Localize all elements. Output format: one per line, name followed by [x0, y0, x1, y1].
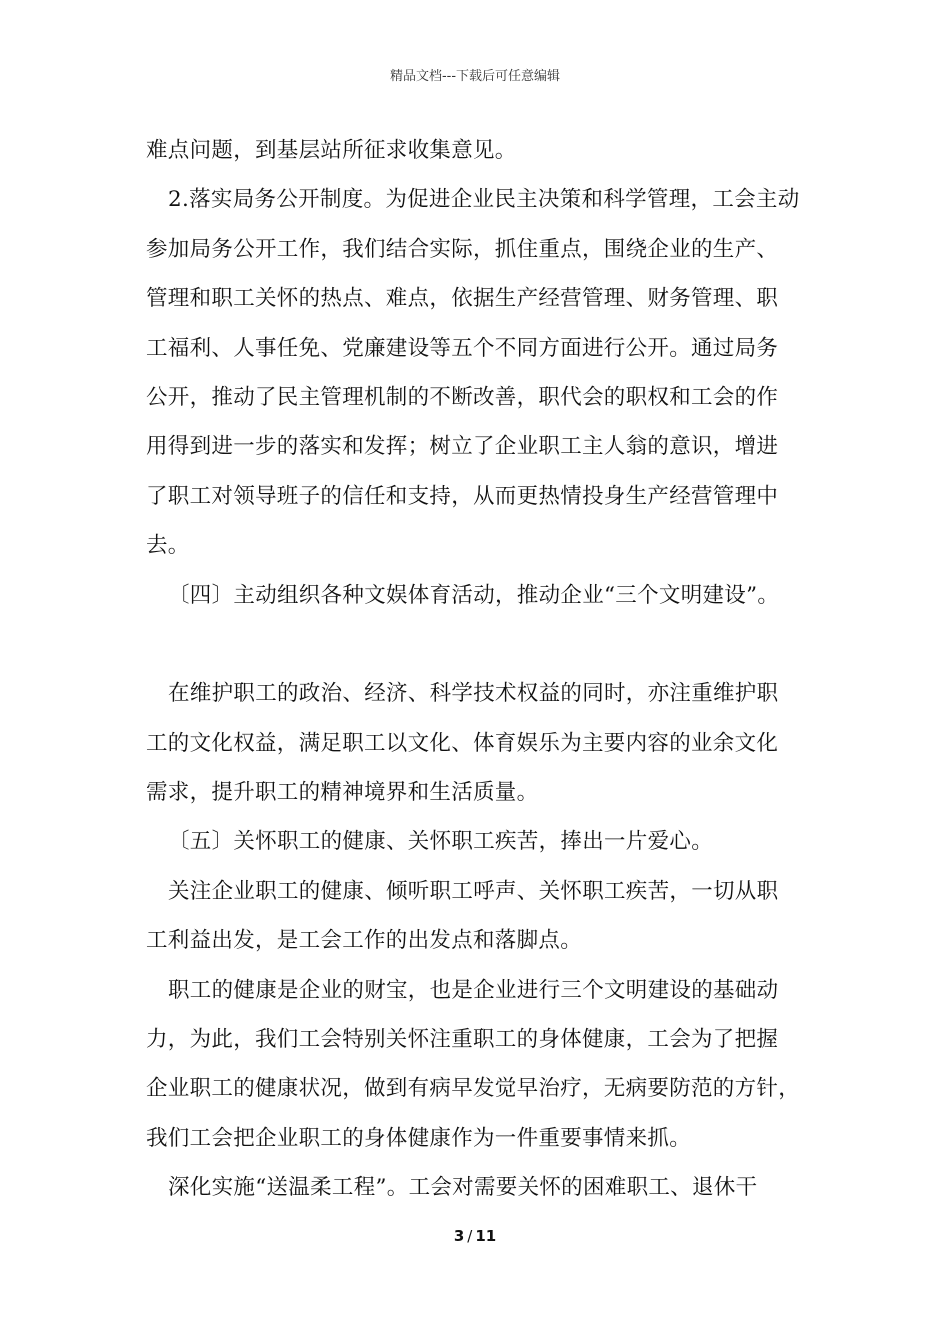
- blank-line: [146, 620, 826, 669]
- text-line: 工的文化权益，满足职工以文化、体育娱乐为主要内容的业余文化: [146, 730, 779, 756]
- page-separator: /: [467, 1227, 473, 1245]
- text-line: 在维护职工的政治、经济、科学技术权益的同时，亦注重维护职: [168, 681, 779, 707]
- text-line: 深化实施“送温柔工程”。工会对需要关怀的困难职工、退休干: [168, 1175, 758, 1201]
- text-line: 公开，推动了民主管理机制的不断改善，职代会的职权和工会的作: [146, 384, 779, 410]
- text-line: 用得到进一步的落实和发挥；树立了企业职工主人翁的意识，增进: [146, 434, 779, 460]
- document-body: [146, 126, 826, 1213]
- text-line: 工利益出发，是工会工作的出发点和落脚点。: [146, 928, 583, 954]
- text-line: 职工的健康是企业的财宝，也是企业进行三个文明建设的基础动: [168, 977, 779, 1003]
- text-line: 参加局务公开工作，我们结合实际，抓住重点，围绕企业的生产、: [146, 236, 779, 262]
- current-page: 3: [453, 1227, 465, 1245]
- section-heading: 〔五〕关怀职工的健康、关怀职工疾苦，捧出一片爱心。: [168, 829, 714, 855]
- text-line: 我们工会把企业职工的身体健康作为一件重要事情来抓。: [146, 1125, 692, 1151]
- text-line: 关注企业职工的健康、倾听职工呼声、关怀职工疾苦，一切从职: [168, 878, 779, 904]
- text-line: 力，为此，我们工会特别关怀注重职工的身体健康，工会为了把握: [146, 1027, 779, 1053]
- text-line: 难点问题，到基层站所征求收集意见。: [146, 138, 517, 163]
- page-number: [0, 1227, 950, 1245]
- text-line: 工福利、人事任免、党廉建设等五个不同方面进行公开。通过局务: [146, 335, 779, 361]
- text-line: 了职工对领导班子的信任和支持，从而更热情投身生产经营管理中: [146, 483, 779, 509]
- text-line: 企业职工的健康状况，做到有病早发觉早治疗，无病要防范的方针，: [146, 1076, 801, 1102]
- page-header: 精品文档---下载后可任意编辑: [389, 69, 561, 84]
- text-line: 管理和职工关怀的热点、难点，依据生产经营管理、财务管理、职: [146, 286, 779, 312]
- section-heading: 〔四〕主动组织各种文娱体育活动，推动企业“三个文明建设”。: [168, 582, 780, 608]
- total-pages: 11: [475, 1227, 497, 1245]
- text-line: 需求，提升职工的精神境界和生活质量。: [146, 780, 539, 806]
- paragraph-heading: 2.落实局务公开制度。为促进企业民主决策和科学管理，工会主动: [168, 187, 800, 213]
- text-line: 去。: [146, 533, 190, 559]
